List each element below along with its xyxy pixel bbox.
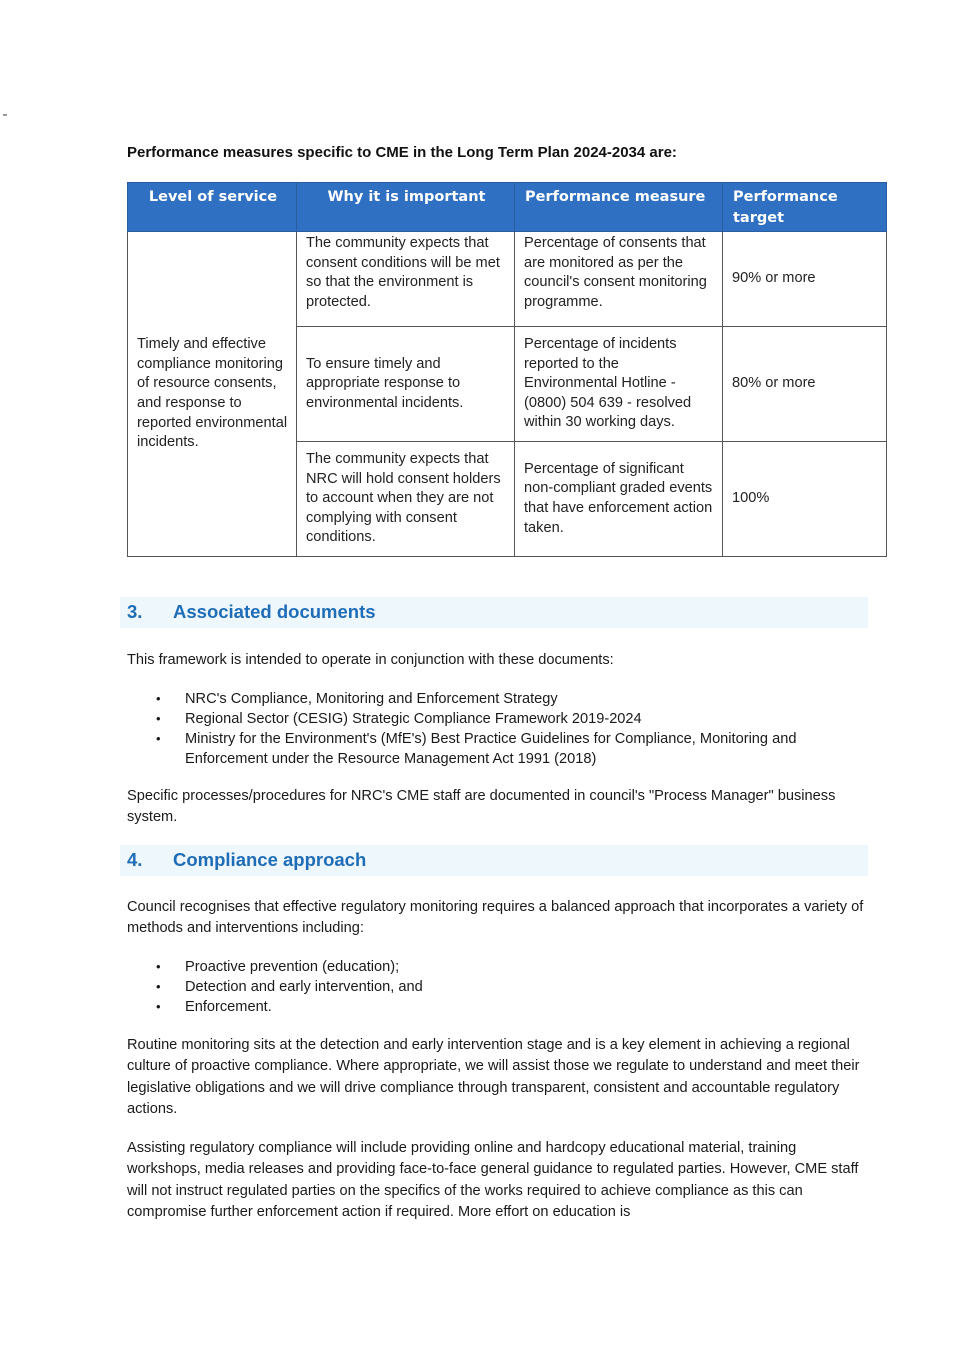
- intro-heading: Performance measures specific to CME in the Long Term Plan 2024-2034 are:: [127, 144, 677, 161]
- section-title: Associated documents: [173, 601, 376, 622]
- section-number: 4.: [127, 849, 143, 870]
- section-title: Compliance approach: [173, 849, 367, 870]
- why-cell: To ensure timely and appropriate response to environmental incidents.: [297, 327, 515, 442]
- target-cell: 100%: [723, 442, 887, 557]
- header-performance-measure: Performance measure: [515, 183, 723, 232]
- bullet-icon: •: [156, 999, 161, 1014]
- section-number: 3.: [127, 601, 143, 622]
- list-item: [127, 957, 872, 977]
- bullet-icon: •: [156, 979, 161, 994]
- header-performance-target: Performance target: [723, 183, 887, 232]
- section-4-intro: Council recognises that effective regulatory monitoring requires a balanced approach that incorporates a variety of methods and interventions including:: [127, 899, 864, 937]
- header-level-of-service: Level of service: [128, 183, 297, 232]
- bullet-icon: •: [156, 691, 161, 706]
- list-item: [127, 709, 872, 729]
- table-row: [128, 232, 887, 327]
- target-cell: 80% or more: [723, 327, 887, 442]
- level-of-service-cell: Timely and effective compliance monitoring of resource consents, and response to reported environmental incidents.: [128, 232, 297, 557]
- section-4-heading: [120, 845, 868, 876]
- why-cell: The community expects that NRC will hold consent holders to account when they are not complying with consent conditions.: [297, 442, 515, 557]
- bullet-icon: •: [156, 711, 161, 726]
- list-item-text: Detection and early intervention, and: [185, 979, 423, 995]
- list-item: [127, 977, 872, 997]
- why-cell: The community expects that consent conditions will be met so that the environment is protected.: [297, 232, 515, 327]
- measure-cell: Percentage of consents that are monitored as per the council's consent monitoring programme.: [515, 232, 723, 327]
- section-3-heading: [120, 597, 868, 628]
- associated-documents-list: [127, 689, 872, 769]
- bullet-icon: •: [156, 731, 161, 746]
- measure-cell: Percentage of significant non-compliant graded events that have enforcement action taken.: [515, 442, 723, 557]
- bullet-icon: •: [156, 959, 161, 974]
- assisting-compliance-paragraph: Assisting regulatory compliance will include providing online and hardcopy educational material, training workshops, media releases and providing face-to-face general guidance to regulated parties. However, CME staff will not instruct regulated parties on the specifics of the works required to achieve compliance as this can compromise further enforcement action if required. More effort on education is: [127, 1140, 859, 1221]
- list-item-text: NRC's Compliance, Monitoring and Enforcement Strategy: [185, 691, 558, 707]
- measure-cell: Percentage of incidents reported to the Environmental Hotline - (0800) 504 639 - resolved within 30 working days.: [515, 327, 723, 442]
- list-item: [127, 729, 872, 769]
- list-item-text: Proactive prevention (education);: [185, 959, 400, 975]
- performance-measures-table: [127, 182, 887, 557]
- compliance-methods-list: [127, 957, 872, 1017]
- list-item-text: Enforcement.: [185, 999, 272, 1015]
- header-why-important: Why it is important: [297, 183, 515, 232]
- list-item: [127, 689, 872, 709]
- page-edge-mark: [3, 114, 7, 116]
- list-item: [127, 997, 872, 1017]
- section-3-note: Specific processes/procedures for NRC's CME staff are documented in council's "Process Manager" business system.: [127, 788, 836, 826]
- list-item-text: Regional Sector (CESIG) Strategic Compliance Framework 2019-2024: [185, 711, 642, 727]
- section-3-intro: This framework is intended to operate in conjunction with these documents:: [127, 652, 614, 668]
- table-header-row: [128, 183, 887, 232]
- list-item-text: Ministry for the Environment's (MfE's) Best Practice Guidelines for Compliance, Monitoring and Enforcement under the Resource Management Act 1991 (2018): [185, 731, 797, 767]
- target-cell: 90% or more: [723, 232, 887, 327]
- routine-monitoring-paragraph: Routine monitoring sits at the detection and early intervention stage and is a key element in achieving a regional culture of proactive compliance. Where appropriate, we will assist those we regulate to understand and meet their legislative obligations and we will drive compliance through transparent, consistent and accountable regulatory actions.: [127, 1037, 860, 1118]
